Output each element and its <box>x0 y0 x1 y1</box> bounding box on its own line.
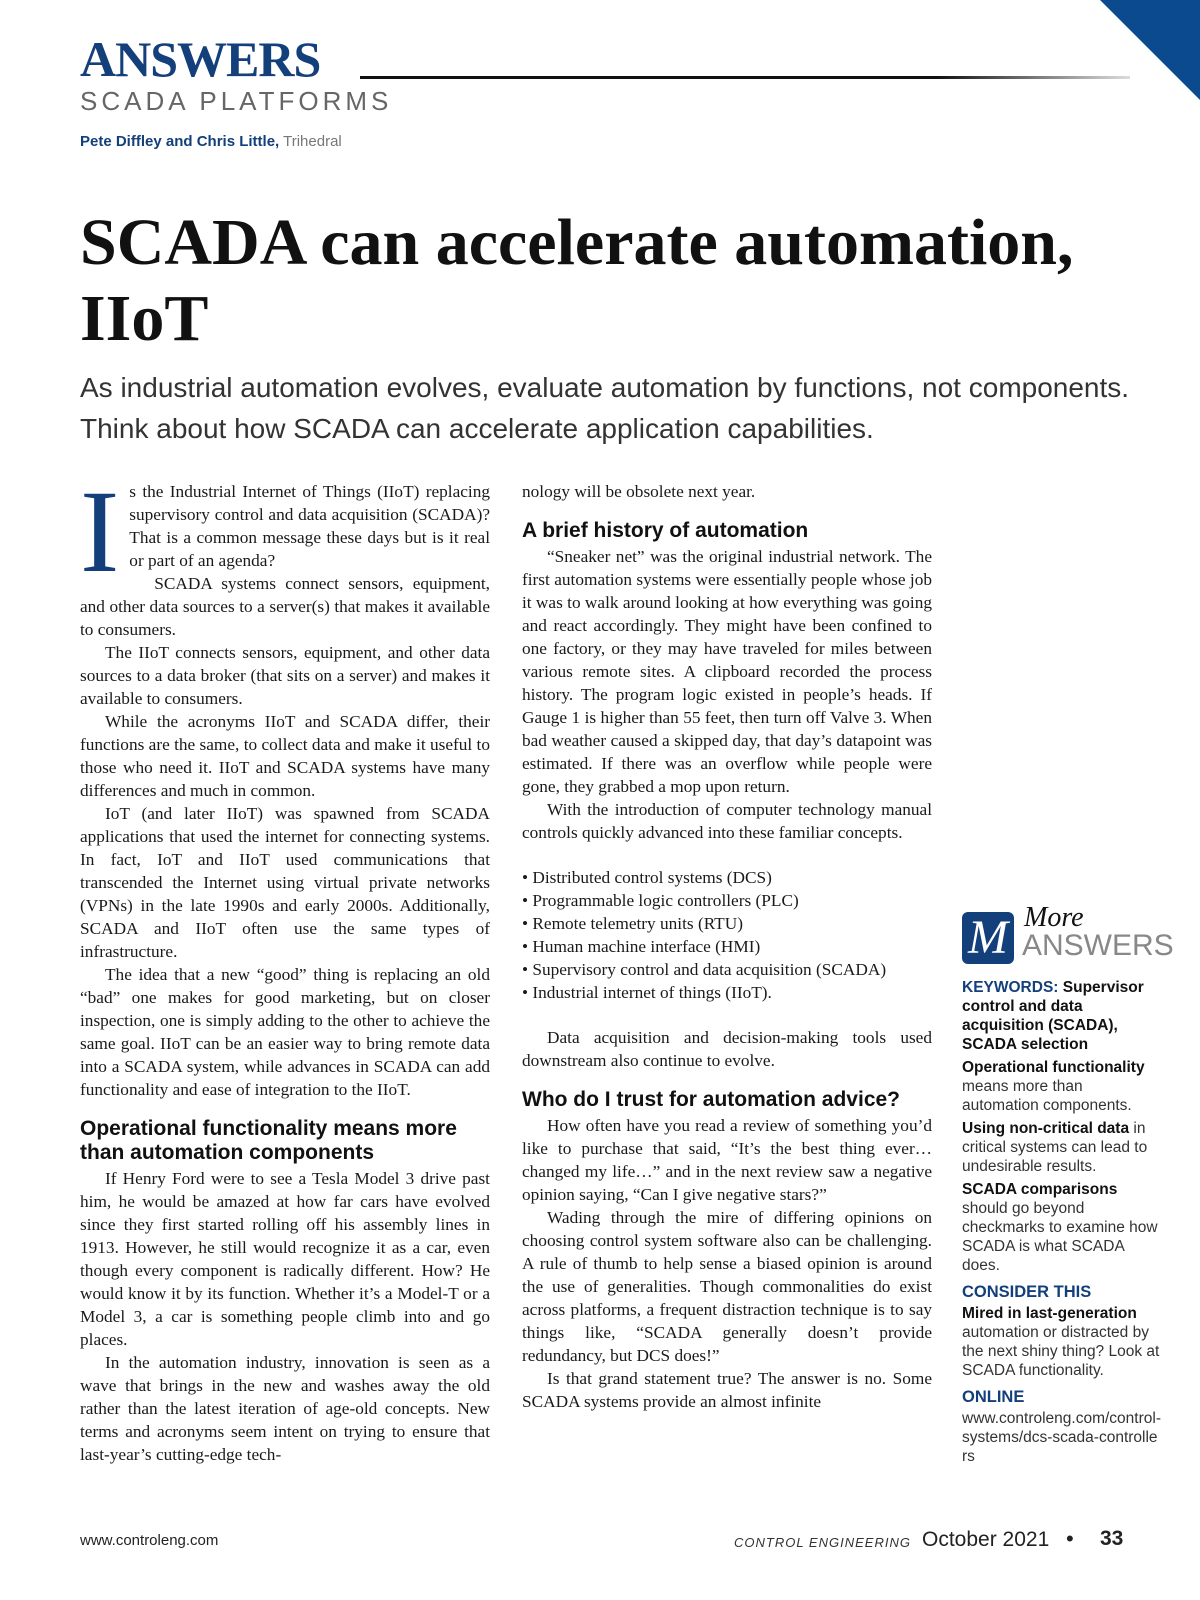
paragraph: IoT (and later IIoT) was spawned from SCADA applications that used the internet for connecting systems. In fact, IoT and IIoT used communications that transcended the Internet using virtual private networks (VPNs) in the late 1990s and early 2000s. Additionally, SCADA and IIoT often use the same types of infrastructure. <box>80 804 490 961</box>
consider-this-heading: CONSIDER THIS <box>962 1283 1092 1301</box>
sidebar-point-lead: Using non-critical data <box>962 1120 1130 1137</box>
keywords-text: Supervisor control and data acquisition (SCADA), SCADA selection <box>962 979 1144 1053</box>
article-title: SCADA can accelerate automation, IIoT <box>80 206 1074 355</box>
m-logo-icon: M <box>962 912 1014 964</box>
paragraph: Data acquisition and decision-making tools used downstream also continue to evolve. <box>522 1028 932 1070</box>
byline-authors: Pete Diffley and Chris Little, <box>80 133 280 150</box>
paragraph: “Sneaker net” was the original industrial network. The first automation systems were essentially people whose job it was to walk around looking at how everything was going and react accordingly. They might have been confined to one factory, or they may have traveled for miles between various remote sites. A clipboard recorded the process history. The program logic existed in people’s heads. If Gauge 1 is higher than 55 feet, then turn off Valve 3. When bad weather caused a skipped day, that day’s datapoint was estimated. If there was an overflow while people were gone, they grabbed a mop upon return. <box>522 547 932 796</box>
section-label: ANSWERS <box>80 31 321 87</box>
footer-date: October 2021 <box>922 1528 1050 1551</box>
logo-answers-text: ANSWERS <box>1022 929 1174 962</box>
list-item: • Supervisory control and data acquisition (SCADA) <box>522 960 887 979</box>
list-item: • Distributed control systems (DCS) <box>522 868 772 887</box>
consider-lead: Mired in last-generation <box>962 1305 1137 1322</box>
more-answers-logo <box>962 902 1174 972</box>
paragraph: If Henry Ford were to see a Tesla Model 3 drive past him, he would be amazed at how far cars have evolved since they first started rolling off his assembly lines in 1913. However, he still would recognize it as a car, even though every component is radically different. How? He would know it by its function. Whether it’s a Model-T or a Model 3, a car is something people climb into and go places. <box>80 1169 490 1349</box>
more-answers-sidebar <box>962 902 1174 1470</box>
list-item: • Remote telemetry units (RTU) <box>522 914 743 933</box>
article-deck: As industrial automation evolves, evaluate automation by functions, not components. Think about how SCADA can accelerate application capabilities. <box>80 372 1130 444</box>
online-link[interactable]: www.controleng.com/control-systems/dcs-scada-controllers <box>962 1410 1161 1465</box>
online-heading: ONLINE <box>962 1388 1025 1406</box>
paragraph: The IIoT connects sensors, equipment, and other data sources to a data broker (that sits on a server) and makes it available to consumers. <box>80 643 490 708</box>
footer-website[interactable]: www.controleng.com <box>80 1532 219 1549</box>
column-2 <box>522 480 932 1413</box>
sidebar-point-lead: SCADA comparisons <box>962 1181 1118 1198</box>
paragraph: SCADA systems connect sensors, equipment, and other data sources to a server(s) that makes it available to consumers. <box>80 574 490 639</box>
byline <box>80 133 342 150</box>
sidebar-point <box>962 1119 1162 1176</box>
list-item: • Programmable logic controllers (PLC) <box>522 891 799 910</box>
paragraph: The idea that a new “good” thing is replacing an old “bad” one makes for good marketing, but on closer inspection, one is simply adding to the other to achieve the same goal. IIoT can be an easier way to bring remote data into a SCADA system, while advances in SCADA can add functionality and ease of integration to the IIoT. <box>80 965 490 1099</box>
subheading: Who do I trust for automation advice? <box>522 1088 900 1111</box>
bullet-list <box>522 866 932 1004</box>
sidebar-point-text: should go beyond checkmarks to examine how SCADA is what SCADA does. <box>962 1200 1158 1274</box>
paragraph: nology will be obsolete next year. <box>522 482 756 501</box>
sidebar-point <box>962 1058 1162 1115</box>
keywords <box>962 978 1162 1054</box>
corner-accent <box>1100 0 1200 100</box>
consider-rest: automation or distracted by the next shiny thing? Look at SCADA functionality. <box>962 1324 1160 1379</box>
drop-cap: I <box>80 466 120 597</box>
subheading: A brief history of automation <box>522 519 809 542</box>
sidebar-point-lead: Operational functionality <box>962 1059 1145 1076</box>
paragraph: How often have you read a review of something you’d like to purchase that said, “It’s the best thing ever… changed my life…” and in the next review saw a negative opinion saying, “Can I give negative stars?” <box>522 1116 932 1204</box>
column-1 <box>80 466 490 1466</box>
page-number: 33 <box>1100 1527 1124 1550</box>
list-item: • Human machine interface (HMI) <box>522 937 761 956</box>
logo-more-text: More <box>1024 902 1084 933</box>
subheading: Operational functionality means more than automation components <box>80 1117 457 1164</box>
paragraph: In the automation industry, innovation is seen as a wave that brings in the new and washes away the old rather than the latest iteration of age-old concepts. New terms and acronyms seem intent on trying to ensure that last-year’s cutting-edge tech- <box>80 1353 490 1464</box>
consider-this-text <box>962 1304 1162 1380</box>
sidebar-point-text: in critical systems can lead to undesirable results. <box>962 1120 1148 1175</box>
footer-bullet: • <box>1066 1526 1074 1551</box>
paragraph: While the acronyms IIoT and SCADA differ, their functions are the same, to collect data and make it useful to those who need it. IIoT and SCADA systems have many differences and much in common. <box>80 712 490 800</box>
sidebar-point-text: means more than automation components. <box>962 1078 1132 1114</box>
paragraph: With the introduction of computer technology manual controls quickly advanced into these familiar concepts. <box>522 800 932 842</box>
sidebar-point <box>962 1180 1162 1275</box>
list-item: • Industrial internet of things (IIoT). <box>522 983 772 1002</box>
section-rule <box>360 76 1130 79</box>
byline-organization: Trihedral <box>283 133 342 150</box>
keywords-label: KEYWORDS: <box>962 979 1059 996</box>
subsection-label: SCADA PLATFORMS <box>80 86 393 116</box>
paragraph: Wading through the mire of differing opinions on choosing control system software also can be challenging. A rule of thumb to help sense a biased opinion is around the use of generalities. Though commonalities do exist across platforms, a frequent distraction technique is to say things like, “SCADA generally doesn’t provide redundancy, but DCS does!” <box>522 1208 932 1365</box>
paragraph: s the Industrial Internet of Things (IIoT) replacing supervisory control and data acquisition (SCADA)? That is a common message these days but is it real or part of an agenda? <box>129 482 490 570</box>
footer-magazine: CONTROL ENGINEERING <box>734 1535 911 1550</box>
paragraph: Is that grand statement true? The answer is no. Some SCADA systems provide an almost infinite <box>522 1369 932 1411</box>
